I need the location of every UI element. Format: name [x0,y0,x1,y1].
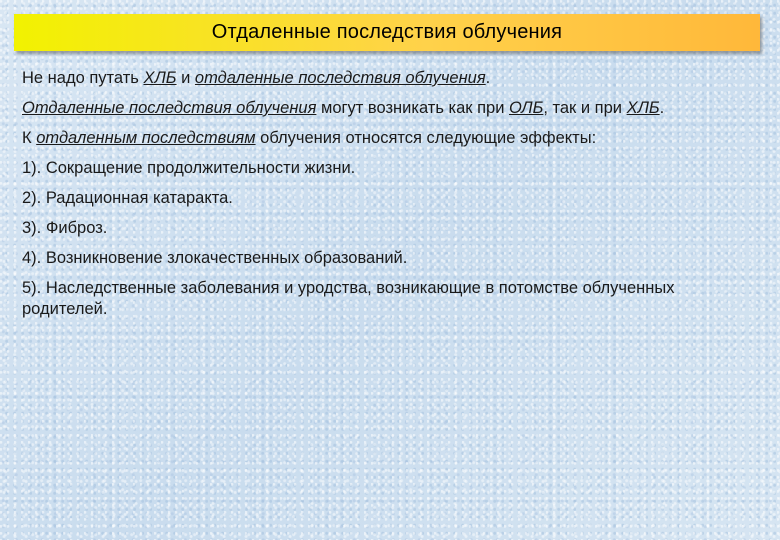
term-remote-effects: отдаленные последствия облучения [194,69,486,87]
text: облучения относятся следующие эффекты: [255,129,597,147]
term-hlb: ХЛБ [143,69,177,87]
page-title: Отдаленные последствия облучения [211,21,563,43]
paragraph-3 [22,128,762,149]
term-remote-effects: Отдаленные последствия облучения [22,99,317,117]
text: . [659,99,665,117]
paragraph-1 [22,68,762,89]
text: и [176,69,195,87]
text: . [485,69,491,87]
slide-body [22,68,762,329]
term-remote-consequences: отдаленным последствиям [36,129,256,147]
text: К [22,129,37,147]
list-item: 3). Фиброз. [22,219,108,237]
list-item: 4). Возникновение злокачественных образований. [22,249,408,267]
list-item: 5). Наследственные заболевания и уродства, возникающие в потомстве облученных родителей. [22,279,675,318]
text: Не надо путать [22,69,144,87]
text: , так и при [543,99,627,117]
text: могут возникать как при [316,99,509,117]
title-banner [14,14,760,51]
list-item: 2). Радационная катаракта. [22,189,233,207]
list-item: 1). Сокращение продолжительности жизни. [22,159,356,177]
term-hlb: ХЛБ [626,99,660,117]
paragraph-2 [22,98,762,119]
term-olb: ОЛБ [509,99,544,117]
